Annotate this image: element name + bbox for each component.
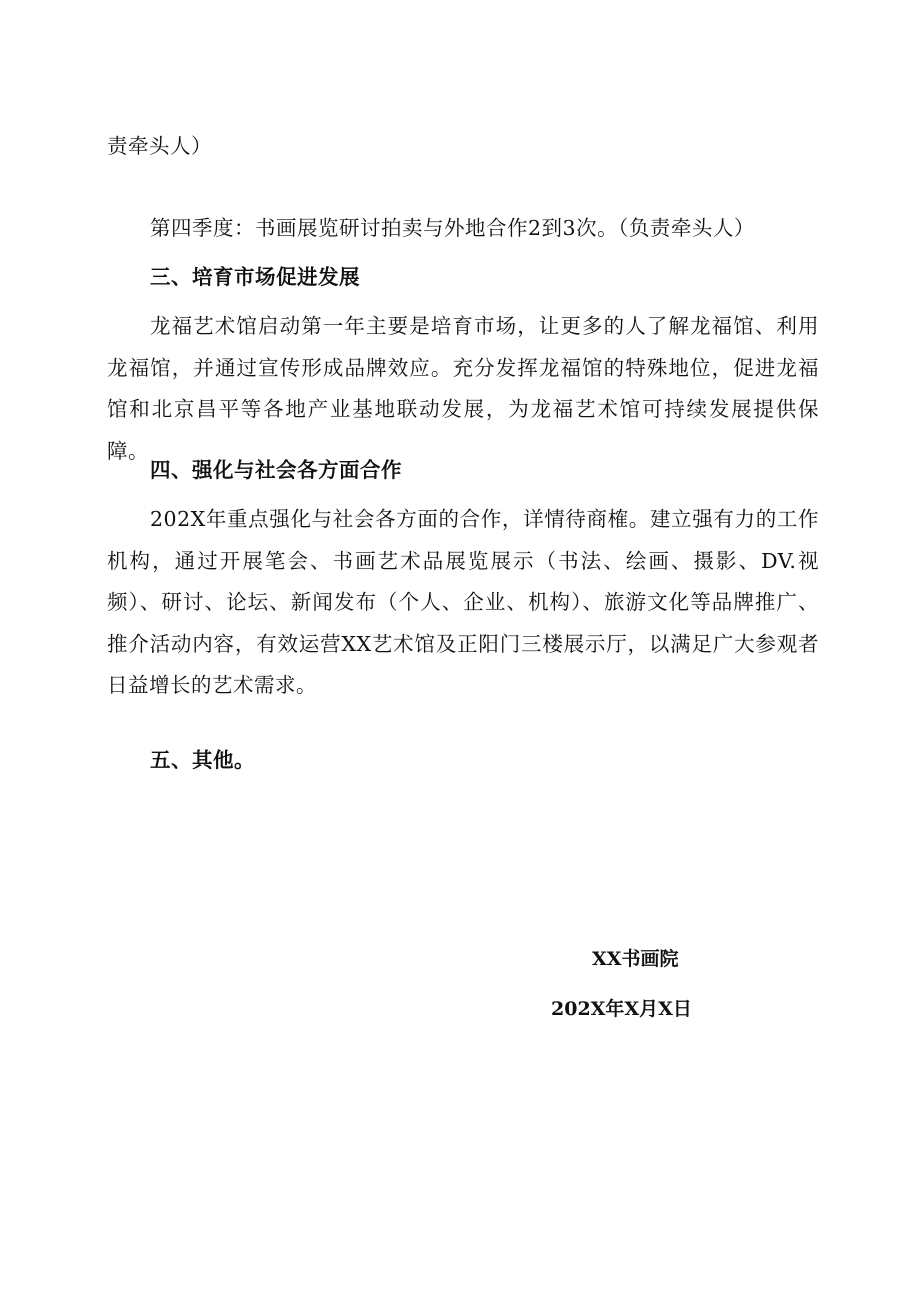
q4-plan-line: 第四季度：书画展览研讨拍卖与外地合作2到3次。（负责牵头人） — [150, 216, 755, 240]
section-3-heading: 三、培育市场促进发展 — [150, 265, 360, 289]
section-4-body: 202X年重点强化与社会各方面的合作，详情待商榷。建立强有力的工作机构，通过开展笔会、书画艺术品展览展示（书法、绘画、摄影、DV.视频）、研讨、论坛、新闻发布（个人、企业、机构）、旅游文化等品牌推广、推介活动内容，有效运营XX艺术馆及正阳门三楼展示厅，以满足广大参观者日益增长的艺术需求。 — [107, 507, 819, 697]
section-5-heading: 五、其他。 — [150, 748, 255, 772]
signature-organization: XX书画院 — [592, 948, 679, 970]
section-4-heading: 四、强化与社会各方面合作 — [150, 458, 402, 482]
section-3-body: 龙福艺术馆启动第一年主要是培育市场，让更多的人了解龙福馆、利用龙福馆，并通过宣传形成品牌效应。充分发挥龙福馆的特殊地位，促进龙福馆和北京昌平等各地产业基地联动发展，为龙福艺术馆可持续发展提供保障。 — [107, 314, 819, 463]
signature-date: 202X年X月X日 — [551, 998, 692, 1020]
carry-over-line: 责牵头人） — [107, 134, 212, 158]
